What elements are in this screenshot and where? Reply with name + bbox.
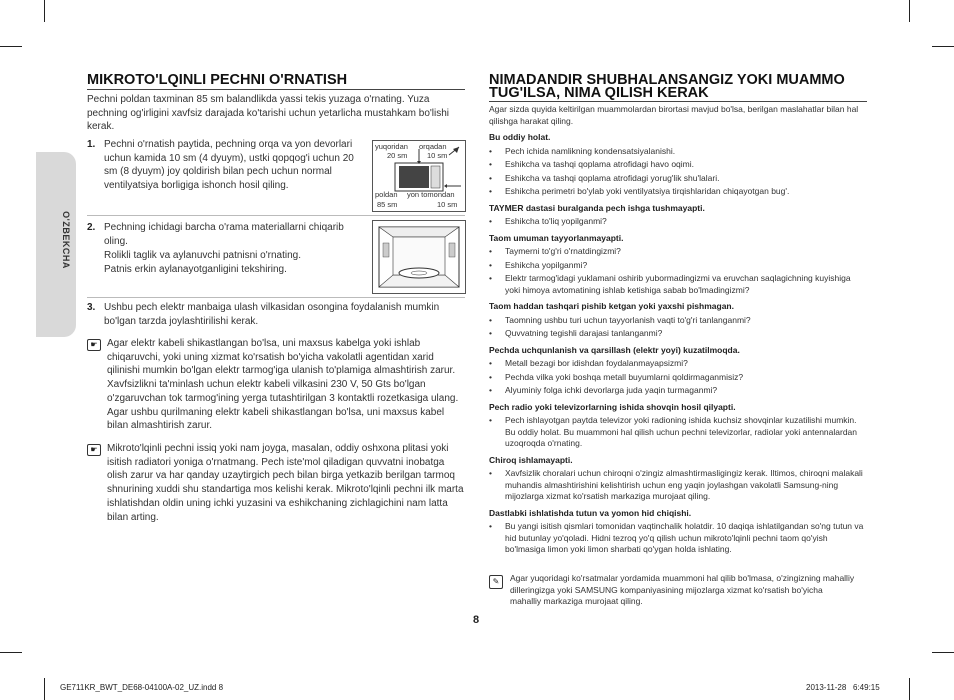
bullet-item: [489, 315, 864, 327]
section-heading: TAYMER dastasi buralganda pech ishga tushmayapti.: [489, 202, 705, 213]
bullet-text: Taymerni to'g'ri o'rnatdingizmi?: [505, 246, 621, 256]
bullet-icon: •: [489, 216, 492, 226]
footer-timestamp: 2013-11-28 6:49:15: [806, 683, 880, 692]
bullet-text: Eshikcha yopilganmi?: [505, 259, 588, 270]
floor-value: 85 sm: [377, 200, 398, 209]
bullet-item: [489, 173, 864, 185]
bullet-text: Quvvatning tegishli darajasi tanlanganmi?: [505, 328, 663, 338]
step-2-number: 2.: [87, 222, 96, 233]
bullet-icon: •: [489, 521, 492, 531]
step-3-text: Ushbu pech elektr manbaiga ulash vilkasidan osongina foydalanish mumkin bo'lgan tarzda joylashtirilishi kerak.: [104, 302, 440, 327]
step-1-text: Pechni o'rnatish paytida, pechning orqa va yon devorlari uchun kamida 10 sm (4 dyuym), ustki qopqog'i uchun 20 sm (8 dyuym) joy qoldirish bilan pech uchun normal ventilyatsiya borligiga ishonch hosil qiling.: [104, 139, 354, 192]
left-title-rule: [87, 89, 465, 90]
step-1-number: 1.: [87, 139, 96, 150]
bullet-item: [489, 358, 864, 370]
right-title-line-2: TUG'ILSA, NIMA QILISH KERAK: [489, 85, 709, 101]
bullet-item: [489, 521, 864, 556]
bullet-icon: •: [489, 259, 492, 270]
bullet-item: [489, 246, 864, 258]
bullet-item: [489, 186, 864, 198]
bullet-text: Metall bezagi bor idishdan foydalanmayapsizmi?: [505, 358, 688, 368]
step-2-line-2: Rolikli taglik va aylanuvchi patnisni o'rnating.: [104, 250, 302, 261]
bullet-text: Pech ishlayotgan paytda televizor yoki radioning ishida kuchsiz shovqinlar kuzatilishi mumkin. Bu oddiy holat. Bu muammoni hal qilish uchun pechni televizorlar, radiolar yoki antennalardan uzoqroqda o'rnating.: [505, 415, 858, 448]
bullet-icon: •: [489, 328, 492, 338]
bullet-item: [489, 468, 864, 503]
bullet-icon: •: [489, 186, 492, 196]
bullet-icon: •: [489, 246, 492, 256]
note-1-text: Agar elektr kabeli shikastlangan bo'lsa, uni maxsus kabelga yoki ishlab chiqaruvchi, yoki uning xizmat ko'rsatish bo'yicha vakolatli agentidan xarid qilinishi mumkin bo'lgan elektr tarmog'iga ulanish to'plamiga almashtirish zarur. Xavfsizlikni ta'minlash uchun elektr kabeli vilkasini 230 V, 50 Gts bo'lgan o'zgaruvchan tok tarmog'ining yerga tutashtirilgan 3 kontaktli rozetkasiga ulang. Agar ushbu qurilmaning elektr kabeli shikastlangan bo'lsa, uni maxsus kabel bilan almashtirish zarur.: [107, 338, 459, 432]
section-heading: Dastlabki ishlatishda tutun va yomon hid chiqishi.: [489, 507, 692, 518]
note-pencil-icon: ✎: [489, 575, 503, 589]
bullet-icon: •: [489, 385, 492, 395]
microwave-interior-illustration: [373, 221, 465, 293]
note-2-text: Mikroto'lqinli pechni issiq yoki nam joyga, masalan, oddiy oshxona plitasi yoki isitish radiatori yoniga o'rnatmang. Pech iste'mol qiladigan quvvatni inobatga olish zarur va har qanday uzaytirgich pech bilan birga yetkazib berilgan tarmoq shnurining xuddi shu standartiga mos kelishi kerak. Mikroto'lqinli pechni ilk marta ishlatishdan oldin uning ichki yuzasini va eshikchaning zichlagichini nam latta bilan arting.: [107, 443, 464, 523]
bullet-text: Bu yangi isitish qismlari tomonidan vaqtinchalik holatdir. 10 daqiqa ishlatilgandan so'ng tutun va hid butunlay yo'qoladi. Hidni tezroq yo'q qilish uchun mikroto'lqinli pechni taom qo'yish bo'lmasiga limon yoki limon sharbati qo'ygan holda ishlating.: [505, 521, 864, 554]
section-heading: Pech radio yoki televizorlarning ishida shovqin hosil qilyapti.: [489, 401, 736, 412]
right-title-rule: [489, 101, 867, 102]
note-hand-icon: ☛: [87, 339, 101, 351]
bullet-icon: •: [489, 145, 492, 156]
bullet-text: Eshikcha va tashqi qoplama atrofidagi yorug'lik shu'lalari.: [505, 172, 720, 183]
bullet-item: [489, 159, 864, 171]
bullet-icon: •: [489, 415, 492, 425]
footer-file-info: GE711KR_BWT_DE68-04100A-02_UZ.indd 8: [60, 683, 224, 692]
clearance-diagram: [372, 140, 466, 212]
bullet-item: [489, 273, 864, 296]
bullet-text: Alyuminiy folga ichki devorlarga juda yaqin turmaganmi?: [505, 385, 718, 395]
bullet-icon: •: [489, 273, 492, 283]
note-hand-icon: ☛: [87, 444, 101, 456]
bullet-icon: •: [489, 371, 492, 382]
bullet-text: Elektr tarmog'idagi yuklamani oshirib yubormadingizmi va eruvchan saqlagichning kuyishiga yoki himoya avtomatining ishlab ketishiga sabab bo'lmadingizmi?: [505, 273, 851, 295]
step-2-line-3: Patnis erkin aylanayotganligini tekshiring.: [104, 264, 287, 275]
turntable-diagram: [372, 220, 466, 294]
bullet-item: [489, 260, 864, 272]
bullet-icon: •: [489, 314, 492, 325]
bullet-text: Xavfsizlik choralari uchun chiroqni o'zingiz almashtirmasligingiz kerak. Iltimos, chiroqni malakali muhandis almashtirishini kelishtirish uchun eng yaqin joylashgan vakolatli Samsung-ning mijozlarga xizmat ko'rsatish markaziga murojaat qiling.: [505, 468, 863, 501]
right-intro: Agar sizda quyida keltirilgan muammolardan birortasi mavjud bo'lsa, berilgan maslahatlar bilan hal qilishga harakat qiling.: [489, 104, 859, 126]
separator-1: [87, 215, 465, 216]
bullet-item: [489, 216, 864, 228]
top-value: 20 sm: [387, 151, 408, 160]
section-heading: Taom umuman tayyorlanmayapti.: [489, 232, 624, 243]
section-heading: Pechda uchqunlanish va qarsillash (elektr yoyi) kuzatilmoqda.: [489, 344, 740, 355]
side-value: 10 sm: [437, 200, 458, 209]
bullet-icon: •: [489, 172, 492, 183]
bullet-text: Pechda vilka yoki boshqa metall buyumlarni qoldirmaganmisiz?: [505, 371, 744, 382]
section-heading: Taom haddan tashqari pishib ketgan yoki yaxshi pishmagan.: [489, 301, 734, 311]
language-tab-label: O'ZBEKCHA: [61, 211, 71, 269]
bullet-item: [489, 146, 864, 158]
floor-label: poldan: [375, 190, 398, 199]
final-note: Agar yuqoridagi ko'rsatmalar yordamida muammoni hal qilib bo'lmasa, o'zingizning mahalliy dilleringizga yoki SAMSUNG kompaniyasining mijozlarga xizmat ko'rsatish bo'yicha mahalliy markaziga murojaat qiling.: [510, 573, 855, 606]
right-title-line-1: NIMADANDIR SHUBHALANSANGIZ YOKI MUAMMO: [489, 72, 845, 88]
bullet-text: Taomning ushbu turi uchun tayyorlanish vaqti to'g'ri tanlanganmi?: [505, 314, 751, 325]
bullet-text: Eshikcha to'liq yopilganmi?: [505, 216, 607, 226]
step-3-number: 3.: [87, 302, 96, 313]
back-value: 10 sm: [427, 151, 448, 160]
back-label: orqadan: [419, 142, 447, 151]
bullet-text: Eshikcha perimetri bo'ylab yoki ventilyatsiya tirqishlaridan chiqayotgan bug'.: [505, 186, 790, 196]
bullet-icon: •: [489, 159, 492, 169]
page-number: 8: [473, 614, 480, 626]
section-heading: Bu oddiy holat.: [489, 132, 551, 142]
side-label: yon tomondan: [407, 190, 455, 199]
bullet-item: [489, 328, 864, 340]
bullet-text: Eshikcha va tashqi qoplama atrofidagi havo oqimi.: [505, 159, 694, 169]
left-section-title: MIKROTO'LQINLI PECHNI O'RNATISH: [87, 72, 348, 88]
separator-2: [87, 297, 465, 298]
section-heading: Chiroq ishlamayapti.: [489, 454, 573, 465]
bullet-icon: •: [489, 358, 492, 368]
bullet-text: Pech ichida namlikning kondensatsiyalanishi.: [505, 145, 676, 156]
bullet-item: [489, 385, 864, 397]
top-label: yuqoridan: [375, 142, 408, 151]
bullet-item: [489, 372, 864, 384]
step-2-line-1: Pechning ichidagi barcha o'rama materiallarni chiqarib oling.: [104, 222, 344, 247]
bullet-item: [489, 415, 864, 450]
left-intro: Pechni poldan taxminan 85 sm balandlikda yassi tekis yuzaga o'rnating. Yuza pechning og'irligini xavfsiz darajada ko'tarishi uchun yetarlicha mustahkam bo'lishi kerak.: [87, 94, 450, 133]
bullet-icon: •: [489, 468, 492, 478]
